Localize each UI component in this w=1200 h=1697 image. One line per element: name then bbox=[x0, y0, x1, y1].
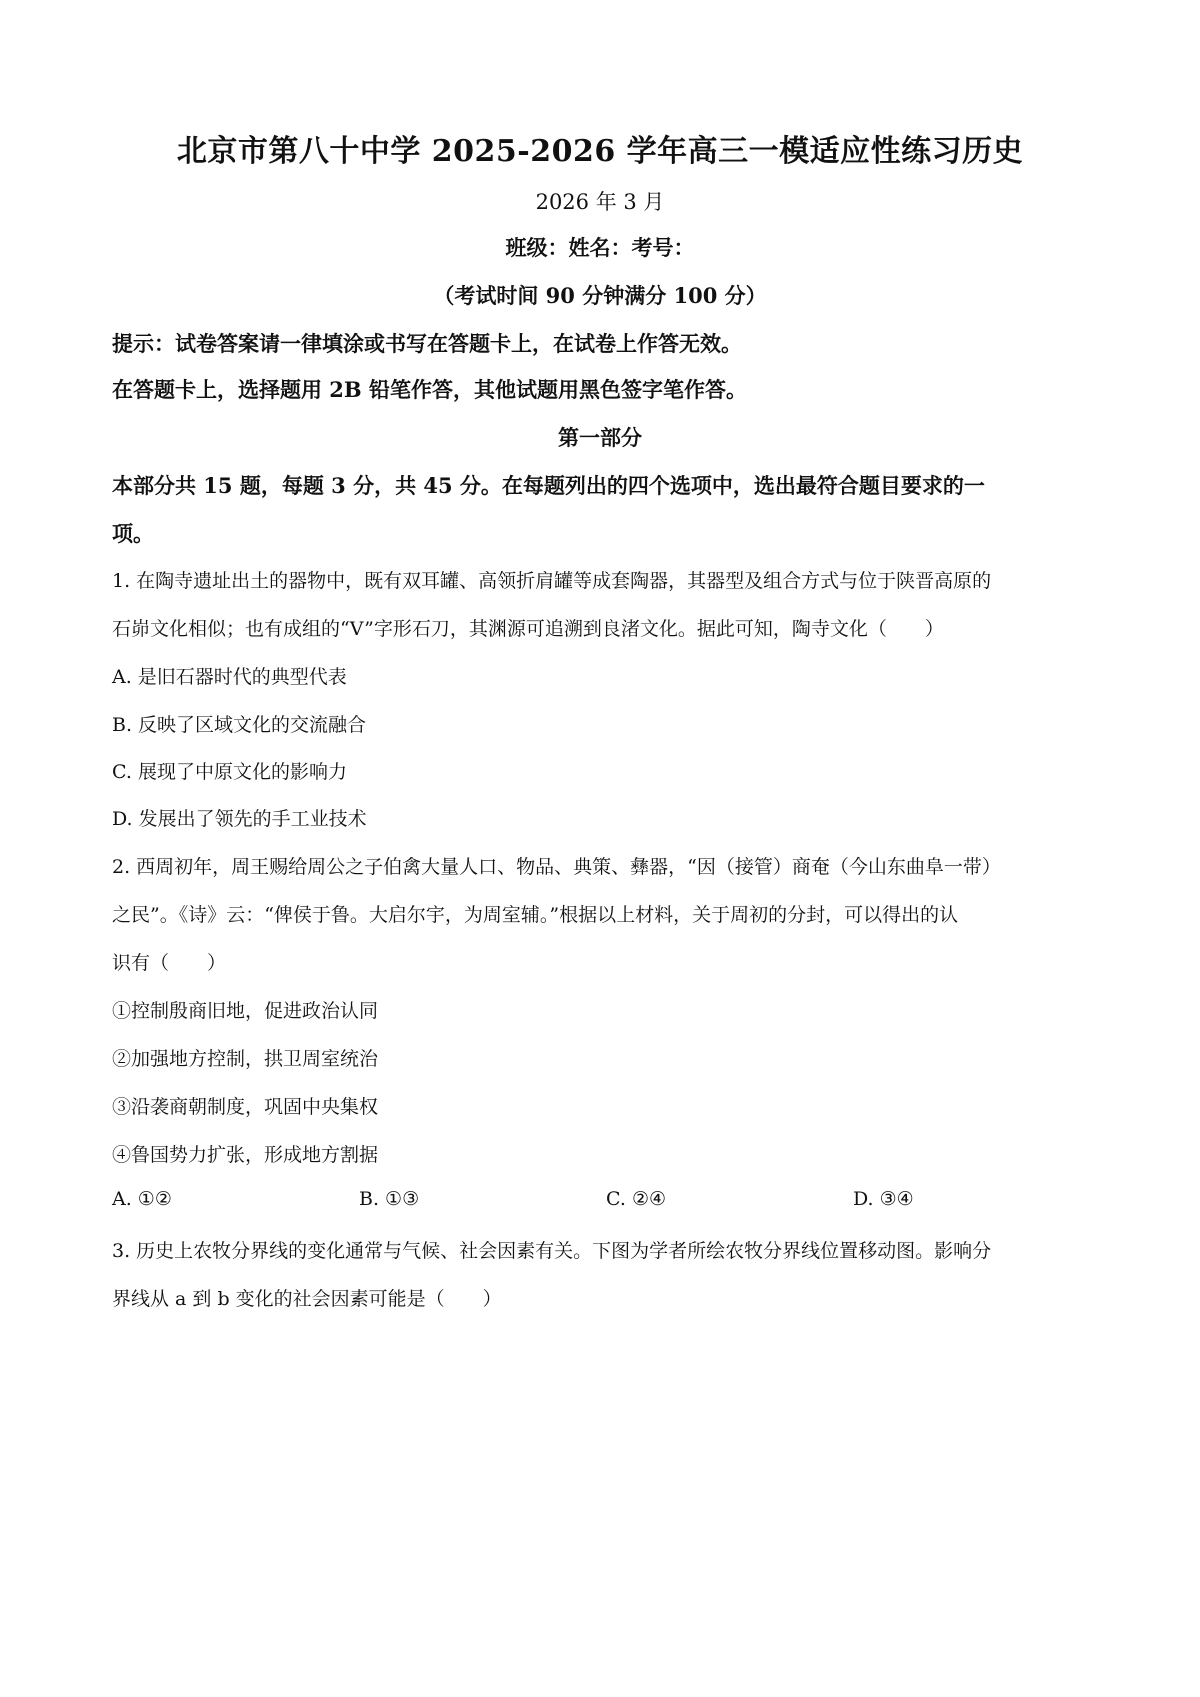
q1-option-c: C. 展现了中原文化的影响力 bbox=[112, 761, 347, 783]
part-one-instruction-2: 项。 bbox=[112, 521, 154, 546]
q2-option-b: B. ①③ bbox=[359, 1188, 420, 1210]
q3-stem-line-2: 界线从 a 到 b 变化的社会因素可能是（ ） bbox=[112, 1288, 502, 1310]
exam-time-note: （考试时间 90 分钟满分 100 分） bbox=[433, 283, 767, 308]
exam-date: 2026 年 3 月 bbox=[535, 190, 665, 214]
q2-stem-line-3: 识有（ ） bbox=[112, 952, 227, 974]
exam-title: 北京市第八十中学 2025-2026 学年高三一模适应性练习历史 bbox=[176, 134, 1024, 169]
q2-stem-line-1: 2. 西周初年，周王赐给周公之子伯禽大量人口、物品、典策、彝器，“因（接管）商奄（今山东曲阜一带） bbox=[112, 856, 1001, 878]
part-one-heading: 第一部分 bbox=[558, 425, 642, 450]
q1-option-b: B. 反映了区域文化的交流融合 bbox=[112, 714, 367, 736]
notice-line-2: 在答题卡上，选择题用 2B 铅笔作答，其他试题用黑色签字笔作答。 bbox=[112, 377, 747, 402]
q2-item-2: ②加强地方控制，拱卫周室统治 bbox=[112, 1048, 379, 1070]
q1-stem-line-2: 石峁文化相似；也有成组的“V”字形石刀，其渊源可追溯到良渚文化。据此可知，陶寺文化（ ） bbox=[112, 618, 944, 640]
q2-item-4: ④鲁国势力扩张，形成地方割据 bbox=[112, 1144, 379, 1166]
q1-option-d: D. 发展出了领先的手工业技术 bbox=[112, 808, 367, 830]
q2-option-d: D. ③④ bbox=[853, 1188, 914, 1210]
q2-option-c: C. ②④ bbox=[606, 1188, 667, 1210]
q1-option-a: A. 是旧石器时代的典型代表 bbox=[112, 666, 347, 688]
student-info-line: 班级：姓名：考号： bbox=[505, 235, 695, 260]
q3-stem-line-1: 3. 历史上农牧分界线的变化通常与气候、社会因素有关。下图为学者所绘农牧分界线位置移动图。影响分 bbox=[112, 1240, 992, 1262]
q2-item-3: ③沿袭商朝制度，巩固中央集权 bbox=[112, 1096, 379, 1118]
q2-item-1: ①控制殷商旧地，促进政治认同 bbox=[112, 1000, 379, 1022]
q2-stem-line-2: 之民”。《诗》云：“俾侯于鲁。大启尔宇，为周室辅。”根据以上材料，关于周初的分封，可以得出的认 bbox=[112, 904, 959, 926]
part-one-instruction-1: 本部分共 15 题，每题 3 分，共 45 分。在每题列出的四个选项中，选出最符合题目要求的一 bbox=[112, 473, 985, 498]
notice-line-1: 提示：试卷答案请一律填涂或书写在答题卡上，在试卷上作答无效。 bbox=[112, 331, 742, 356]
q1-stem-line-1: 1. 在陶寺遗址出土的器物中，既有双耳罐、高领折肩罐等成套陶器，其器型及组合方式与位于陕晋高原的 bbox=[112, 570, 992, 592]
q2-option-a: A. ①② bbox=[112, 1188, 172, 1210]
